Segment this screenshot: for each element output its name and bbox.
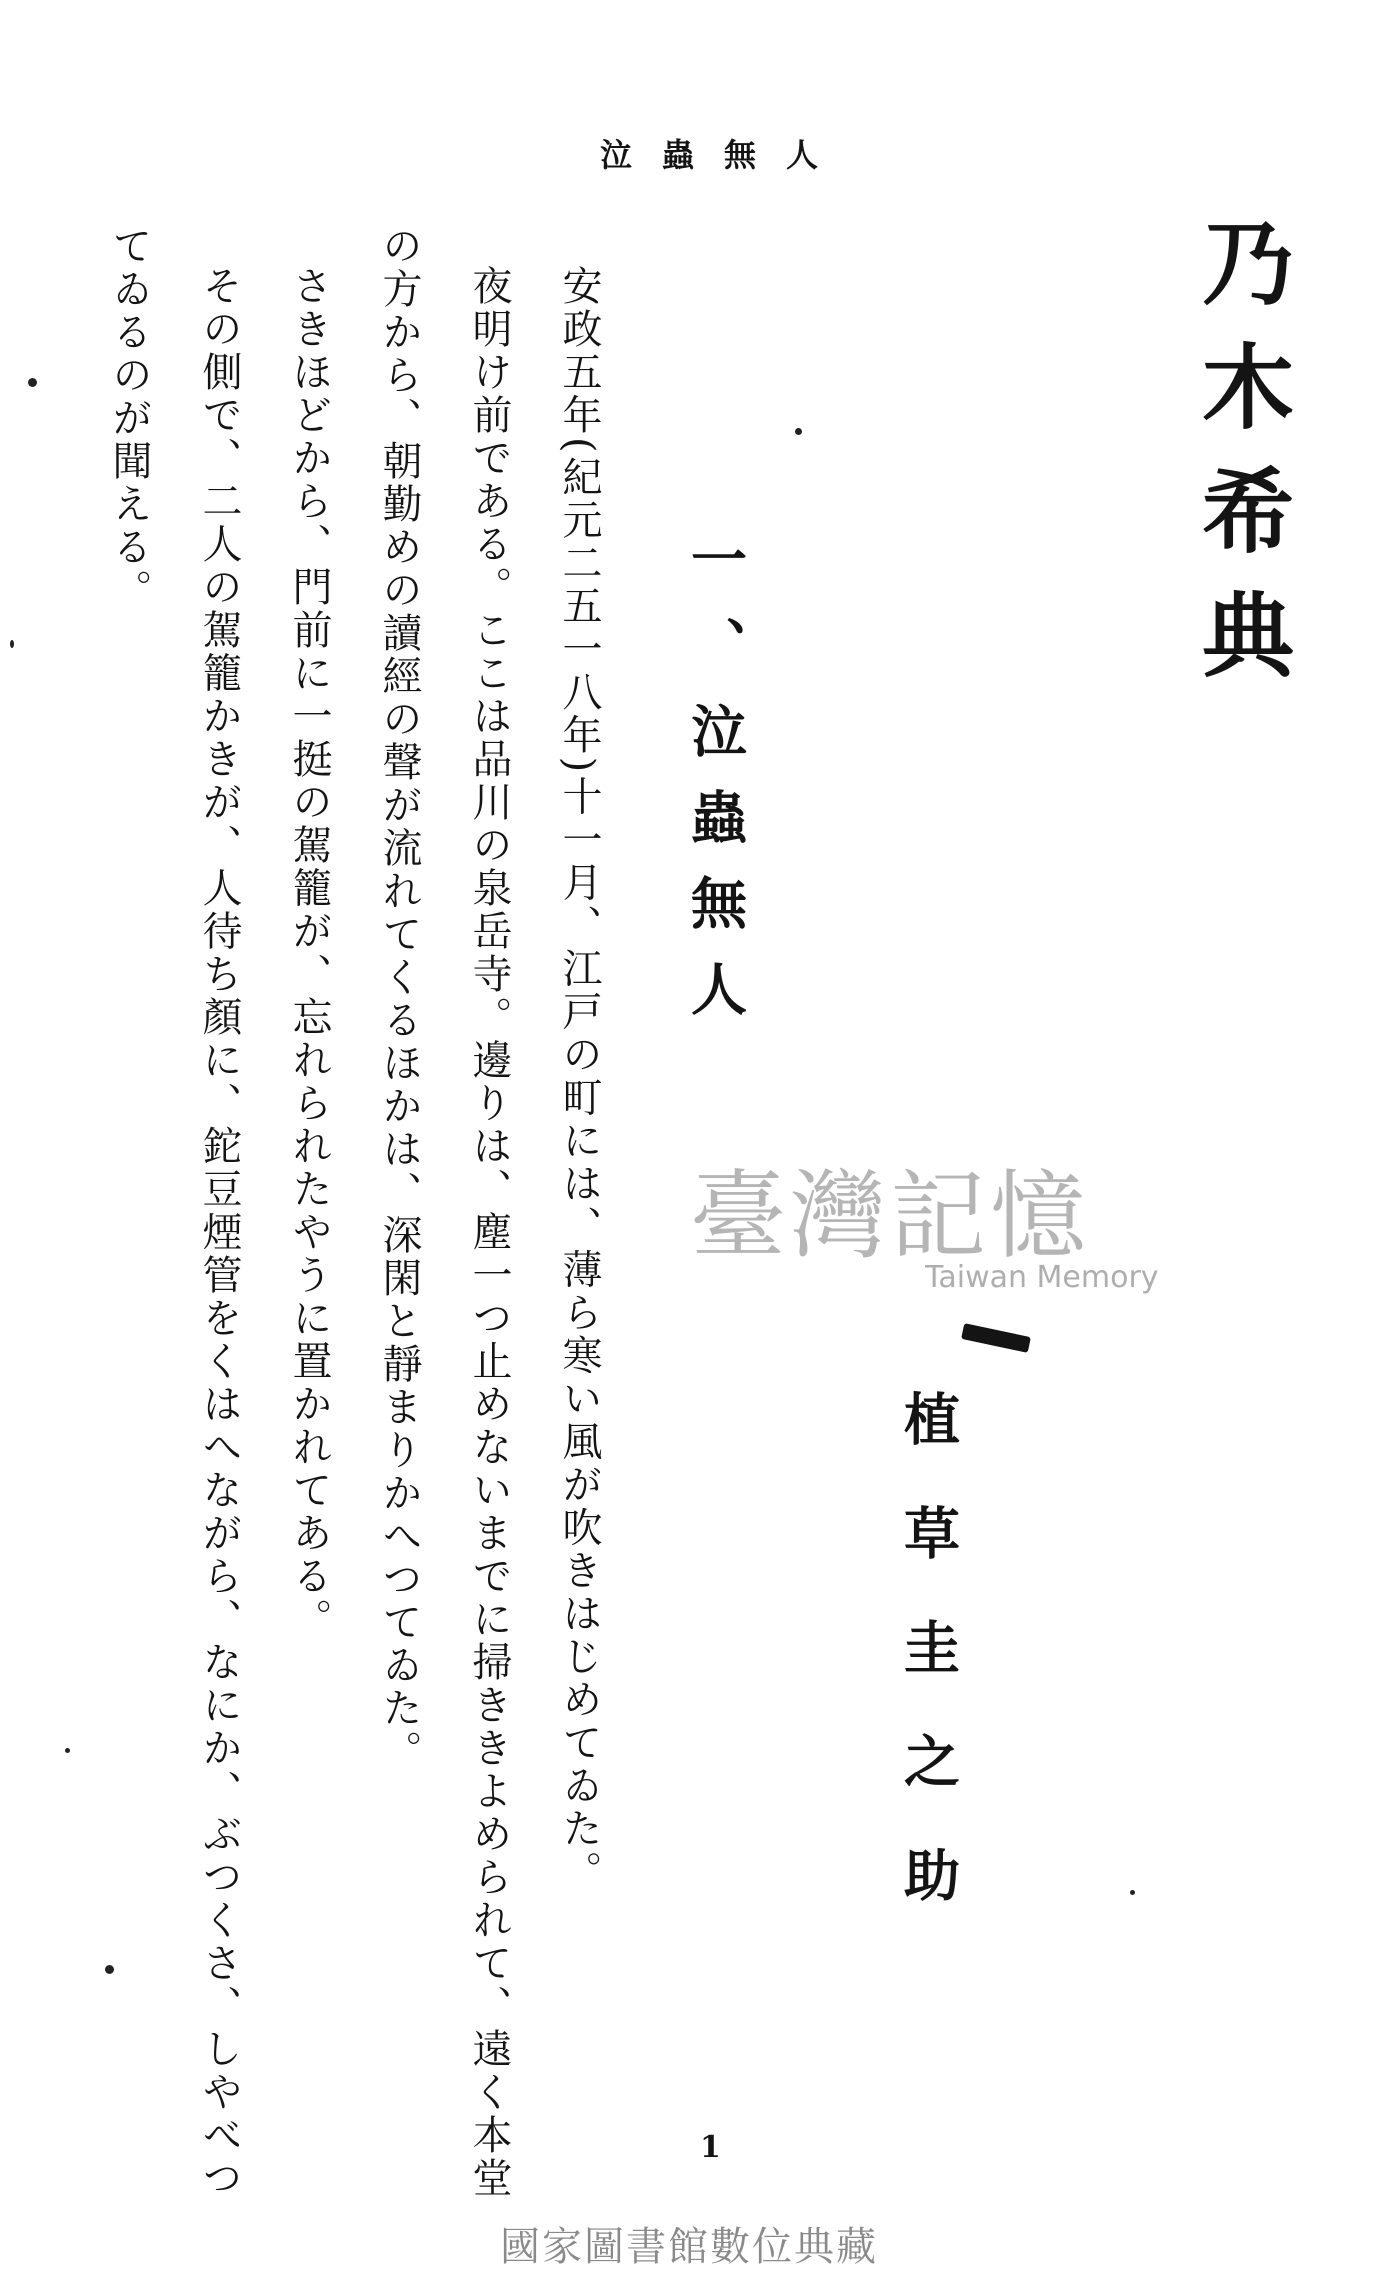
scan-speck bbox=[1130, 1890, 1135, 1895]
watermark-sub-text: Taiwan Memory bbox=[925, 1260, 1159, 1295]
body-line: てゐるのが聞える。 bbox=[106, 225, 152, 612]
chapter-heading: 一、泣蟲無人 bbox=[682, 530, 748, 1046]
body-line: 安政五年(紀元二五一八年)十一月、江戸の町には、薄ら寒い風が吹きはじめてゐた。 bbox=[556, 265, 602, 1894]
page-number: 1 bbox=[700, 2130, 721, 2165]
body-line: の方から、朝勤めの讀經の聲が流れてくるほかは、深閑と靜まりかへつてゐた。 bbox=[376, 225, 422, 1773]
author-dash bbox=[961, 1323, 1031, 1353]
scan-speck bbox=[795, 428, 802, 435]
scan-speck bbox=[65, 1748, 70, 1753]
author-name: 植草圭之助 bbox=[895, 1390, 961, 1960]
watermark bbox=[690, 1140, 1170, 1320]
book-title: 乃木希典 bbox=[1187, 215, 1295, 711]
body-line: 夜明け前である。ここは品川の泉岳寺。邊りは、塵一つ止めないまでに掃ききよめられて、遠く本堂 bbox=[466, 265, 512, 2200]
scan-speck bbox=[105, 1965, 114, 1974]
watermark-main-text: 臺灣記憶 bbox=[690, 1160, 1090, 1272]
library-credit: 國家圖書館數位典藏 bbox=[500, 2224, 878, 2270]
body-line: さきほどから、門前に一挺の駕籠が、忘れられたやうに置かれてある。 bbox=[286, 265, 332, 1641]
body-line: その側で、二人の駕籠かきが、人待ち顏に、鉈豆煙管をくはへながら、なにか、ぶつくさ、しやべつ bbox=[196, 265, 242, 2200]
running-header: 泣蟲無人 bbox=[600, 136, 849, 174]
scan-speck bbox=[10, 640, 14, 648]
scan-speck bbox=[28, 378, 37, 387]
